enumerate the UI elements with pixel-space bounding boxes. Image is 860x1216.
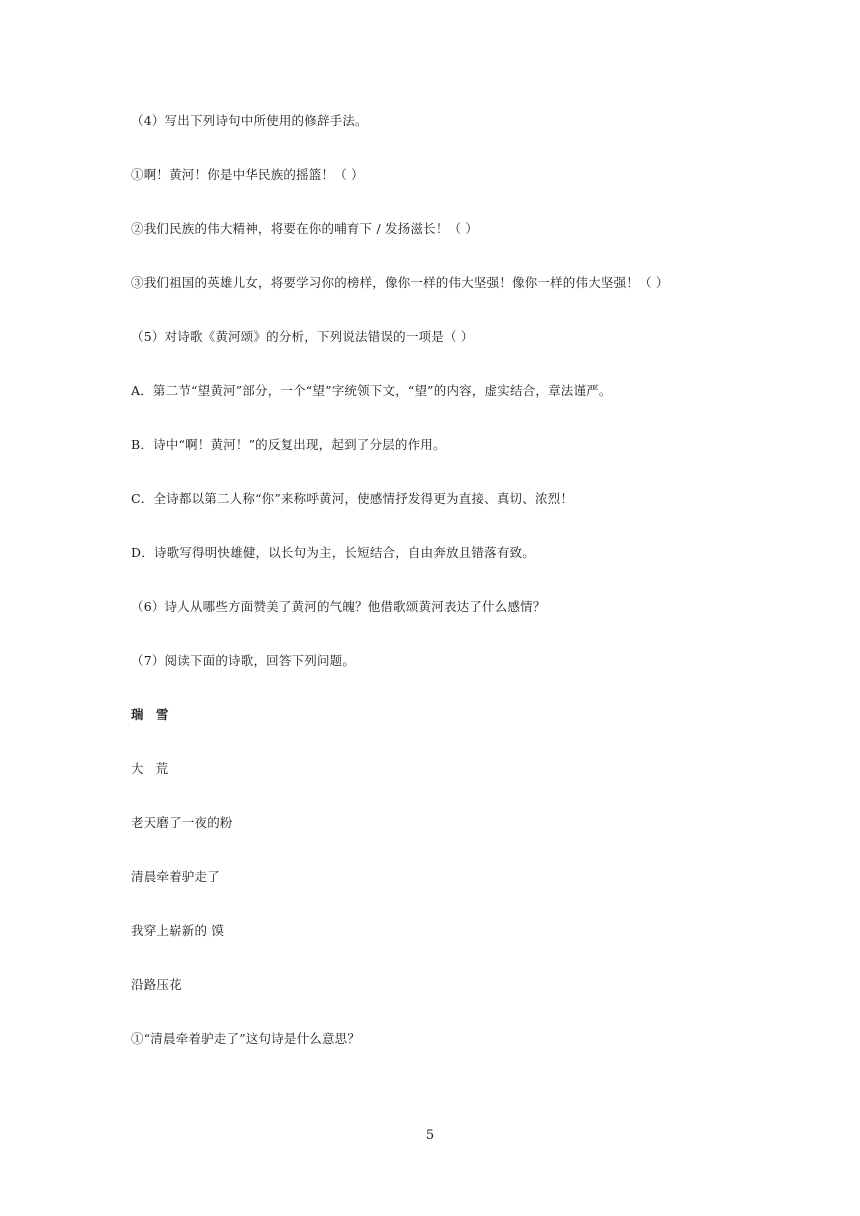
question-5-option-c: C．全诗都以第二人称“你”来称呼黄河，使感情抒发得更为直接、真切、浓烈！ <box>131 491 574 506</box>
poem-author: 大 荒 <box>131 761 172 776</box>
question-7-sub-1: ①“清晨牵着驴走了”这句诗是什么意思？ <box>131 1031 361 1046</box>
page-number: 5 <box>425 1128 435 1143</box>
poem-line-4: 沿路压花 <box>131 977 182 992</box>
poem-line-1: 老天磨了一夜的粉 <box>131 815 233 830</box>
question-7-prompt: （7）阅读下面的诗歌，回答下列问题。 <box>131 653 356 668</box>
question-6-prompt: （6）诗人从哪些方面赞美了黄河的气魄？他借歌颂黄河表达了什么感情？ <box>131 599 546 614</box>
question-5-option-b: B．诗中“啊！黄河！”的反复出现，起到了分层的作用。 <box>131 437 446 452</box>
poem-title: 瑞 雪 <box>131 707 173 722</box>
question-5-prompt: （5）对诗歌《黄河颂》的分析，下列说法错误的一项是（ ） <box>131 329 474 344</box>
question-4-item-1: ①啊！黄河！你是中华民族的摇篮！（ ） <box>131 167 364 182</box>
question-4-item-3: ③我们祖国的英雄儿女，将要学习你的榜样，像你一样的伟大坚强！像你一样的伟大坚强！（ ） <box>131 275 669 290</box>
poem-line-3: 我穿上崭新的 馍 <box>131 923 225 938</box>
question-5-option-a: A．第二节“望黄河”部分，一个“望”字统领下文，“望”的内容，虚实结合，章法谨严。 <box>131 383 612 398</box>
poem-line-2: 清晨牵着驴走了 <box>131 869 220 884</box>
question-4-item-2: ②我们民族的伟大精神，将要在你的哺育下 / 发扬滋长！（ ） <box>131 221 479 236</box>
question-5-option-d: D．诗歌写得明快雄健，以长句为主，长短结合，自由奔放且错落有致。 <box>131 545 535 560</box>
question-4-prompt: （4）写出下列诗句中所使用的修辞手法。 <box>131 113 368 128</box>
